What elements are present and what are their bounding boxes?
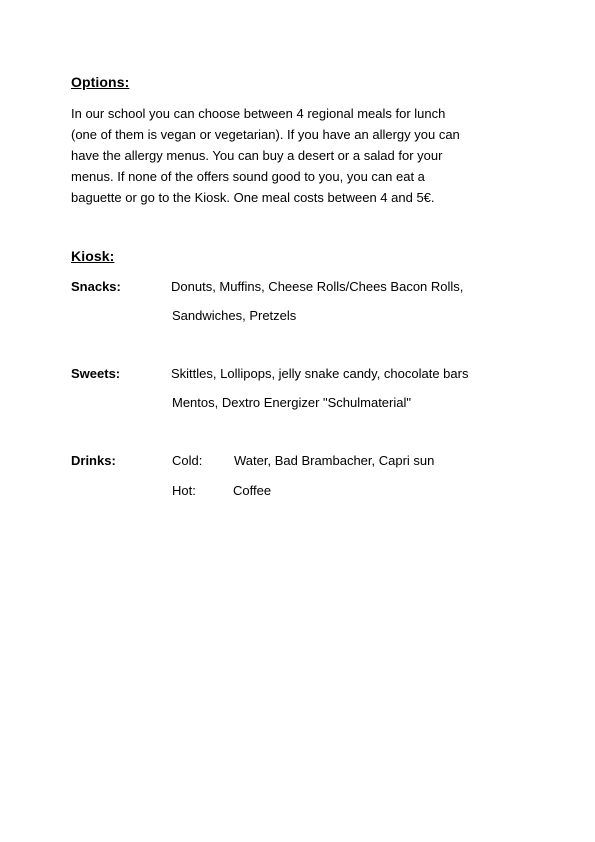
options-heading: Options:	[71, 74, 130, 90]
sweets-label: Sweets:	[71, 366, 121, 381]
options-line: In our school you can choose between 4 regional meals for lunch	[71, 106, 446, 121]
sweets-line: Mentos, Dextro Energizer "Schulmaterial"	[172, 395, 411, 410]
options-line: menus. If none of the offers sound good to you, you can eat a	[71, 169, 425, 184]
drinks-cold-value: Water, Bad Brambacher, Capri sun	[234, 453, 435, 468]
options-paragraph	[71, 103, 541, 208]
drinks-hot-label: Hot:	[172, 483, 196, 498]
snacks-label: Snacks:	[71, 279, 121, 294]
snacks-line: Donuts, Muffins, Cheese Rolls/Chees Bacon Rolls,	[171, 279, 464, 294]
kiosk-heading: Kiosk:	[71, 248, 115, 264]
snacks-line: Sandwiches, Pretzels	[172, 308, 297, 323]
options-line: baguette or go to the Kiosk. One meal costs between 4 and 5€.	[71, 190, 435, 205]
drinks-hot-value: Coffee	[233, 483, 272, 498]
options-line: have the allergy menus. You can buy a desert or a salad for your	[71, 148, 443, 163]
sweets-line: Skittles, Lollipops, jelly snake candy, chocolate bars	[171, 366, 469, 381]
options-line: (one of them is vegan or vegetarian). If you have an allergy you can	[71, 127, 460, 142]
drinks-label: Drinks:	[71, 453, 116, 468]
drinks-cold-label: Cold:	[172, 453, 203, 468]
